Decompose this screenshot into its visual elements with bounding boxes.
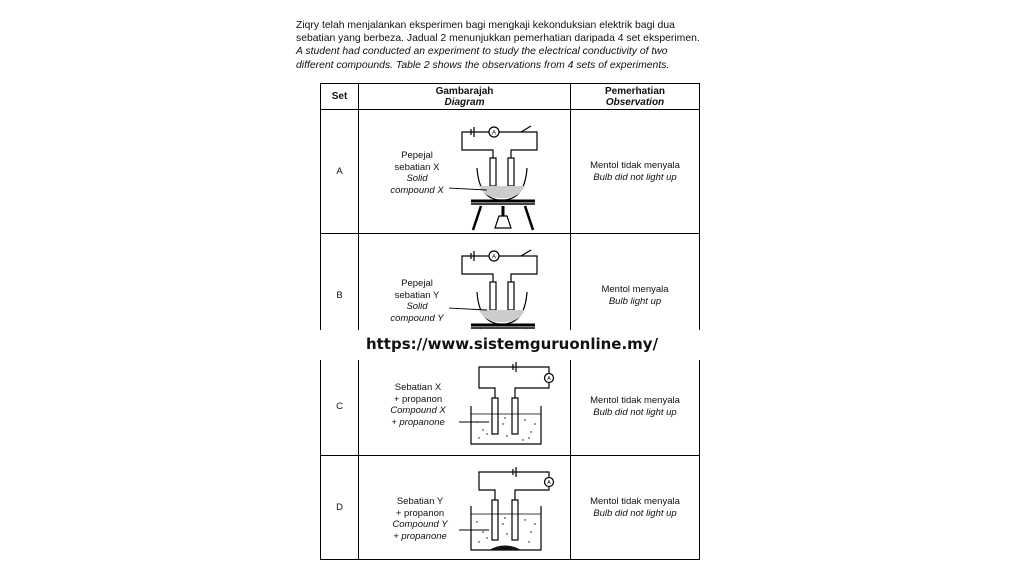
set-label: A [321,110,359,234]
intro-line-malay-2: sebatian yang berbeza. Jadual 2 menunjukkan pemerhatian daripada 4 set eksperimen. [296,33,700,45]
observation-cell [571,456,700,560]
set-label: B [321,234,359,358]
table-header-row [321,84,700,110]
table-row [321,110,700,234]
diagram-cell [359,358,571,456]
label-line: + propanone [393,530,447,542]
intro-line-english-2: different compounds. Table 2 shows the observations from 4 sets of experiments. [296,59,670,71]
observation-malay: Mentol tidak menyala [590,395,680,406]
label-line: Sebatian X [394,382,442,393]
observation-cell [571,110,700,234]
electrolysis-beaker-icon [459,462,569,558]
table-row [321,456,700,560]
compound-label [381,278,453,324]
svg-text:A: A [491,254,497,261]
label-line: Solid [406,301,428,312]
svg-text:A: A [547,480,551,486]
label-line: Pepejal [401,278,433,289]
label-line: Compound Y [392,519,448,530]
header-diagram-malay: Gambarajah [435,85,494,97]
header-set: Set [321,84,359,110]
header-observation [571,84,700,110]
svg-text:A: A [491,130,497,137]
header-diagram-english: Diagram [444,96,485,108]
label-line: Sebatian Y [396,496,444,507]
experiment-table [320,83,700,560]
intro-line-english-1: A student had conducted an experiment to study the electrical conductivity of two [296,46,668,58]
table-row [321,358,700,456]
label-line: + propanon [395,507,445,519]
observation-malay: Mentol tidak menyala [590,160,680,171]
set-label: C [321,358,359,456]
label-line: compound X [390,184,444,196]
diagram-cell [359,456,571,560]
compound-label [383,382,453,428]
header-diagram [359,84,571,110]
set-label: D [321,456,359,560]
watermark-url: https://www.sistemguruonline.my/ [365,335,659,353]
observation-english: Bulb did not light up [593,406,677,418]
observation-malay: Mentol menyala [601,284,669,295]
observation-english: Bulb light up [608,295,662,307]
question-intro [296,19,736,72]
label-line: compound Y [390,312,444,324]
observation-english: Bulb did not light up [593,507,677,519]
compound-label [381,150,453,196]
compound-label [385,496,455,542]
observation-english: Bulb did not light up [593,171,677,183]
electrolysis-beaker-icon [459,362,569,452]
label-line: Compound X [390,405,446,416]
header-observation-english: Observation [605,96,665,108]
heating-apparatus-icon [449,112,569,232]
label-line: sebatian Y [394,289,440,301]
observation-cell [571,358,700,456]
label-line: + propanone [391,416,445,428]
header-observation-malay: Pemerhatian [604,85,666,97]
intro-line-malay-1: Ziqry telah menjalankan eksperimen bagi mengkaji kekonduksian elektrik bagi dua [296,20,675,31]
label-line: Solid [406,173,428,184]
label-line: Pepejal [401,150,433,161]
diagram-cell [359,110,571,234]
svg-text:A: A [547,376,551,382]
observation-malay: Mentol tidak menyala [590,496,680,507]
label-line: sebatian X [394,161,440,173]
label-line: + propanon [393,393,443,405]
